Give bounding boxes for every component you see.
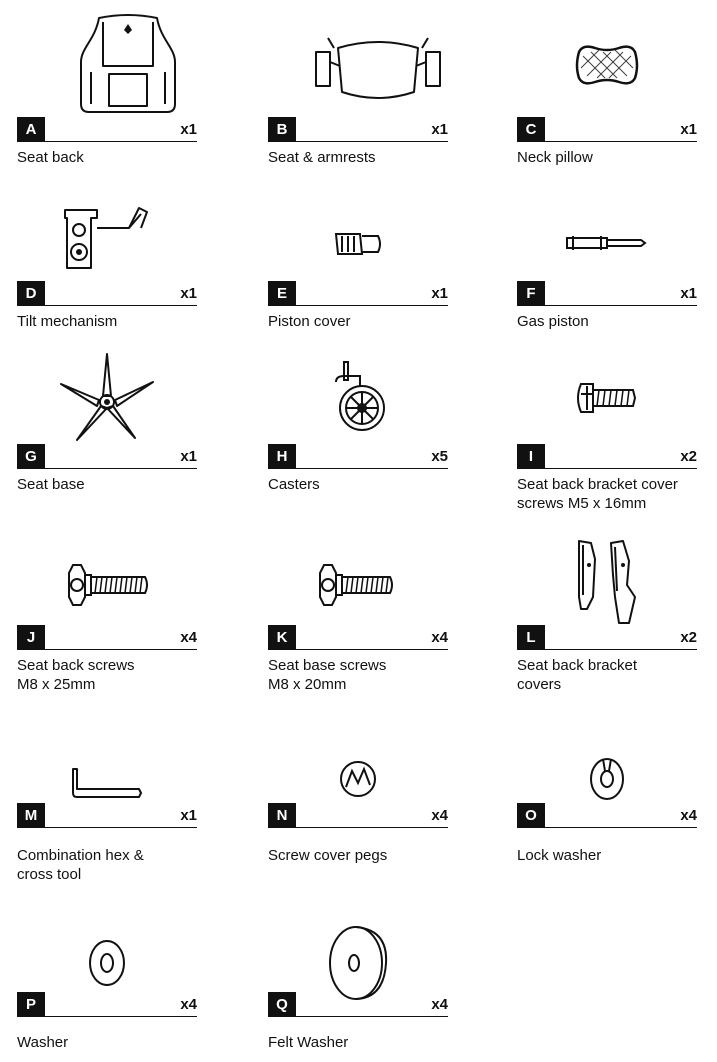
part-name: Neck pillow (517, 149, 593, 166)
part-letter: I (517, 444, 545, 468)
m8-25-screw-icon (17, 535, 197, 634)
part-letter: P (17, 992, 45, 1016)
part-quantity: x4 (431, 629, 448, 646)
part-quantity: x2 (680, 448, 697, 465)
part-quantity: x4 (180, 996, 197, 1013)
part-letter: D (17, 281, 45, 305)
part-letter: G (17, 444, 45, 468)
part-letter: Q (268, 992, 296, 1016)
part-quantity: x1 (680, 121, 697, 138)
m5-screw-icon (517, 352, 697, 451)
part-name: Seat back screws M8 x 25mm (17, 657, 135, 693)
part-quantity: x1 (431, 121, 448, 138)
gas-piston-icon (517, 188, 697, 287)
caster-icon (268, 352, 448, 451)
part-letter: K (268, 625, 296, 649)
part-letter: B (268, 117, 296, 141)
part-name: Seat back bracket cover screws M5 x 16mm (517, 476, 678, 512)
part-letter: N (268, 803, 296, 827)
part-name: Washer (17, 1034, 69, 1051)
part-name: Piston cover (268, 313, 351, 330)
part-name: Tilt mechanism (17, 313, 118, 330)
part-quantity: x4 (680, 807, 697, 824)
part-name: Screw cover pegs (268, 847, 388, 864)
part-quantity: x1 (180, 448, 197, 465)
part-name: Seat back bracket covers (517, 657, 638, 693)
part-quantity: x2 (680, 629, 697, 646)
part-letter: E (268, 281, 296, 305)
tilt-mechanism-icon (17, 188, 197, 287)
part-quantity: x4 (431, 996, 448, 1013)
part-name: Combination hex & cross tool (17, 847, 144, 883)
part-letter: C (517, 117, 545, 141)
part-quantity: x1 (431, 285, 448, 302)
bracket-covers-icon (517, 535, 697, 634)
part-quantity: x4 (180, 629, 197, 646)
part-name: Casters (268, 476, 320, 493)
seat-armrests-icon (268, 0, 448, 123)
part-quantity: x1 (180, 121, 197, 138)
part-name: Seat base screws M8 x 20mm (268, 657, 387, 693)
part-letter: H (268, 444, 296, 468)
part-quantity: x1 (680, 285, 697, 302)
part-quantity: x1 (180, 285, 197, 302)
part-name: Gas piston (517, 313, 589, 330)
seat-base-icon (17, 352, 197, 451)
part-letter: J (17, 625, 45, 649)
part-quantity: x1 (180, 807, 197, 824)
part-letter: A (17, 117, 45, 141)
part-quantity: x5 (431, 448, 448, 465)
piston-cover-icon (268, 188, 448, 287)
part-letter: L (517, 625, 545, 649)
part-name: Felt Washer (268, 1034, 349, 1051)
part-name: Seat back (17, 149, 84, 166)
part-name: Seat & armrests (268, 149, 376, 166)
part-letter: M (17, 803, 45, 827)
part-letter: F (517, 281, 545, 305)
neck-pillow-icon (517, 0, 697, 123)
seat-back-icon (17, 0, 197, 123)
part-name: Lock washer (517, 847, 602, 864)
part-name: Seat base (17, 476, 85, 493)
part-letter: O (517, 803, 545, 827)
part-quantity: x4 (431, 807, 448, 824)
m8-20-screw-icon (268, 535, 448, 634)
